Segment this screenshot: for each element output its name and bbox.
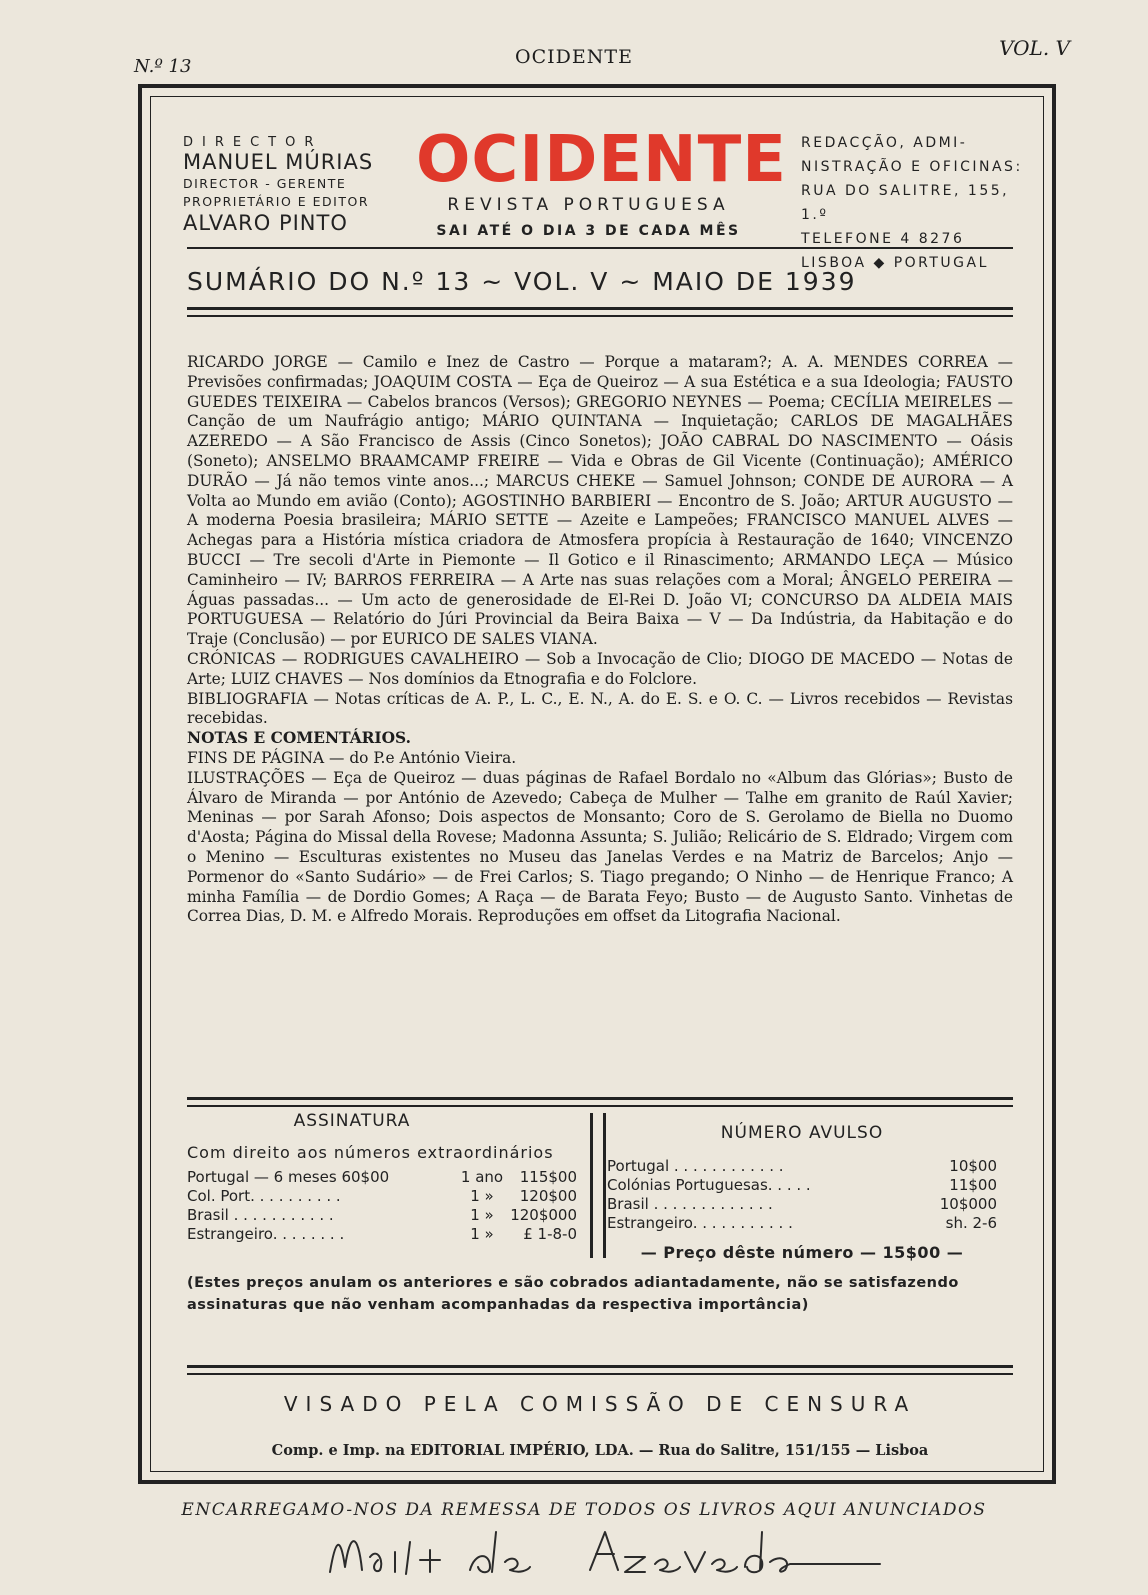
address-line: REDACÇÃO, ADMI- <box>801 135 968 151</box>
manager-name: ALVARO PINTO <box>183 211 348 235</box>
single-issue-title: NÚMERO AVULSO <box>720 1123 884 1143</box>
subscription-block <box>187 1111 577 1244</box>
censor-rule-bottom <box>187 1373 1013 1375</box>
masthead-title-block <box>416 123 787 239</box>
masthead-rule <box>187 247 1013 249</box>
contents-fins: FINS DE PÁGINA — do P.e António Vieira. <box>187 748 517 767</box>
contents-notas: NOTAS E COMENTÁRIOS. <box>187 729 411 748</box>
summary-rule-bottom <box>187 315 1013 317</box>
summary-rule-top <box>187 307 1013 310</box>
inner-frame <box>150 96 1044 1472</box>
price-disclaimer: (Estes preços anulam os anteriores e são cobrados adiantadamente, não se satisfazendo assinaturas que não venham acompanhadas da respectiva importância) <box>187 1275 959 1313</box>
journal-logo: OCIDENTE <box>416 123 787 197</box>
contents-main: RICARDO JORGE — Camilo e Inez de Castro — Porque a mataram?; A. A. MENDES CORREA — Previsões confirmadas; JOAQUIM COSTA — Eça de Queiroz — A sua Estética e a sua Ideologia; FAUSTO GUEDES TEIXEIRA — Cabelos brancos (Versos); GREGORIO NEYNES — Poema; CECÍLIA MEIRELES — Canção de um Naufrágio antigo; MÁRIO QUINTANA — Inquietação; CARLOS DE MAGALHÃES AZEREDO — A São Francisco de Assis (Cinco Sonetos); JOÃO CABRAL DO NASCIMENTO — Oásis (Soneto); ANSELMO BRAAMCAMP FREIRE — Vida e Obras de Gil Vicente (Continuação); AMÉRICO DURÃO — Já não temos vinte anos...; MARCUS CHEKE — Samuel Johnson; CONDE DE AURORA — A Volta ao Mundo em avião (Conto); AGOSTINHO BARBIERI — Encontro de S. João; ARTUR AUGUSTO — A moderna Poesia brasileira; MÁRIO SETTE — Azeite e Lampeões; FRANCISCO MANUEL ALVES — Achegas para a História mística criadora de Atmosfera propícia à Restauração de 1640; VINCENZO BUCCI — Tre secoli d'Arte in Piemonte — Il Gotico e il Rinascimento; ARMANDO LEÇA — Músico Caminheiro — IV; BARROS FERREIRA — A Arte nas suas relações com a Moral; ÂNGELO PEREIRA — Águas passadas... — Um acto de generosidade de El-Rei D. João VI; CONCURSO DA ALDEIA MAIS PORTUGUESA — Relatório do Júri Provincial da Beira Baixa — V — Da Indústria, da Habitação e do Traje (Conclusão) — por EURICO DE SALES VIANA. <box>187 353 1013 649</box>
publication-cadence: SAI ATÉ O DIA 3 DE CADA MÊS <box>436 223 741 239</box>
single-issue-row: Portugal . . . . . . . . . . . . 10$00 <box>607 1157 997 1175</box>
table-of-contents <box>187 353 1013 927</box>
journal-running-title: OCIDENTE <box>515 46 633 68</box>
subscription-title: ASSINATURA <box>293 1111 411 1131</box>
address-line: TELEFONE 4 8276 <box>801 231 965 247</box>
contents-bibliografia: BIBLIOGRAFIA — Notas críticas de A. P., L. C., E. N., A. do E. S. e O. C. — Livros recebidos — Revistas recebidas. <box>187 689 1013 728</box>
printer-imprint: Comp. e Imp. na EDITORIAL IMPÉRIO, LDA. — Rua do Salitre, 151/155 — Lisboa <box>271 1442 929 1459</box>
price-box <box>187 1107 1013 1397</box>
contents-ilustracoes: ILUSTRAÇÕES — Eça de Queiroz — duas páginas de Rafael Bordalo no «Album das Glórias»; Busto de Álvaro de Miranda — por António de Azevedo; Cabeça de Mulher — Talhe em granito de Raúl Xavier; Meninas — por Sarah Afonso; Dois aspectos de Monsanto; Coro de S. Gerolamo de Biella no Duomo d'Aosta; Página do Missal della Rovese; Madonna Assunta; S. Julião; Relicário de S. Eldrado; Virgem com o Menino — Esculturas existentes no Museu das Janelas Verdes e na Matriz de Barcelos; Anjo — Pormenor do «Santo Sudário» — de Frei Carlos; S. Tiago pregando; O Ninho — de Henrique Franco; A minha Família — de Dordio Gomes; A Raça — de Barata Feyo; Busto — de Augusto Santo. Vinhetas de Correa Dias, D. M. e Alfredo Morais. Reproduções em offset da Litografia Nacional. <box>187 768 1013 926</box>
prices-rule-top <box>187 1097 1013 1100</box>
single-issue-row: Brasil . . . . . . . . . . . . . 10$000 <box>607 1195 997 1213</box>
address-line: NISTRAÇÃO E OFICINAS: <box>801 159 1023 175</box>
owner-label: PROPRIETÁRIO E EDITOR <box>183 194 370 209</box>
subscription-row: Estrangeiro. . . . . . . . 1 » £ 1-8-0 <box>187 1225 577 1243</box>
page-header <box>0 36 1148 77</box>
single-issue-row: Colónias Portuguesas. . . . . 11$00 <box>607 1176 997 1194</box>
contents-cronicas: CRÓNICAS — RODRIGUES CAVALHEIRO — Sob a Invocação de Clio; DIOGO DE MACEDO — Notas de Arte; LUIZ CHAVES — Nos domínios da Etnografia e do Folclore. <box>187 649 1013 688</box>
summary-title: SUMÁRIO DO N.º 13 ~ VOL. V ~ MAIO DE 1939 <box>187 267 857 296</box>
director-name: MANUEL MÚRIAS <box>183 150 374 174</box>
single-issue-row: Estrangeiro. . . . . . . . . . . sh. 2-6 <box>607 1214 997 1232</box>
manager-label: DIRECTOR - GERENTE <box>183 176 347 191</box>
subscription-note: Com direito aos números extraordinários <box>187 1143 554 1162</box>
masthead-address <box>801 131 1043 275</box>
subscription-row: Col. Port. . . . . . . . . . 1 » 120$00 <box>187 1187 577 1205</box>
handwritten-signature <box>300 1512 920 1592</box>
column-divider <box>590 1113 606 1258</box>
masthead-staff <box>183 135 373 236</box>
address-line: LISBOA ◆ PORTUGAL <box>801 255 989 271</box>
subscription-row: Portugal — 6 meses 60$00 1 ano 115$00 <box>187 1168 577 1186</box>
masthead <box>151 117 1043 271</box>
volume-label: VOL. V <box>999 36 1070 60</box>
censorship-notice: VISADO PELA COMISSÃO DE CENSURA <box>283 1392 917 1416</box>
journal-subtitle: REVISTA PORTUGUESA <box>447 195 730 215</box>
single-issue-block <box>607 1123 997 1262</box>
address-line: RUA DO SALITRE, 155, 1.º <box>801 183 1010 223</box>
page-frame <box>138 84 1056 1484</box>
footer-note: ENCARREGAMO-NOS DA REMESSA DE TODOS OS LIVROS AQUI ANUNCIADOS <box>181 1500 987 1520</box>
subscription-row: Brasil . . . . . . . . . . . 1 » 120$000 <box>187 1206 577 1224</box>
director-label: DIRECTOR <box>183 135 323 150</box>
censor-rule-top <box>187 1365 1013 1368</box>
issue-price: — Preço dêste número — 15$00 — <box>640 1243 964 1262</box>
issue-number: N.º 13 <box>134 56 192 77</box>
